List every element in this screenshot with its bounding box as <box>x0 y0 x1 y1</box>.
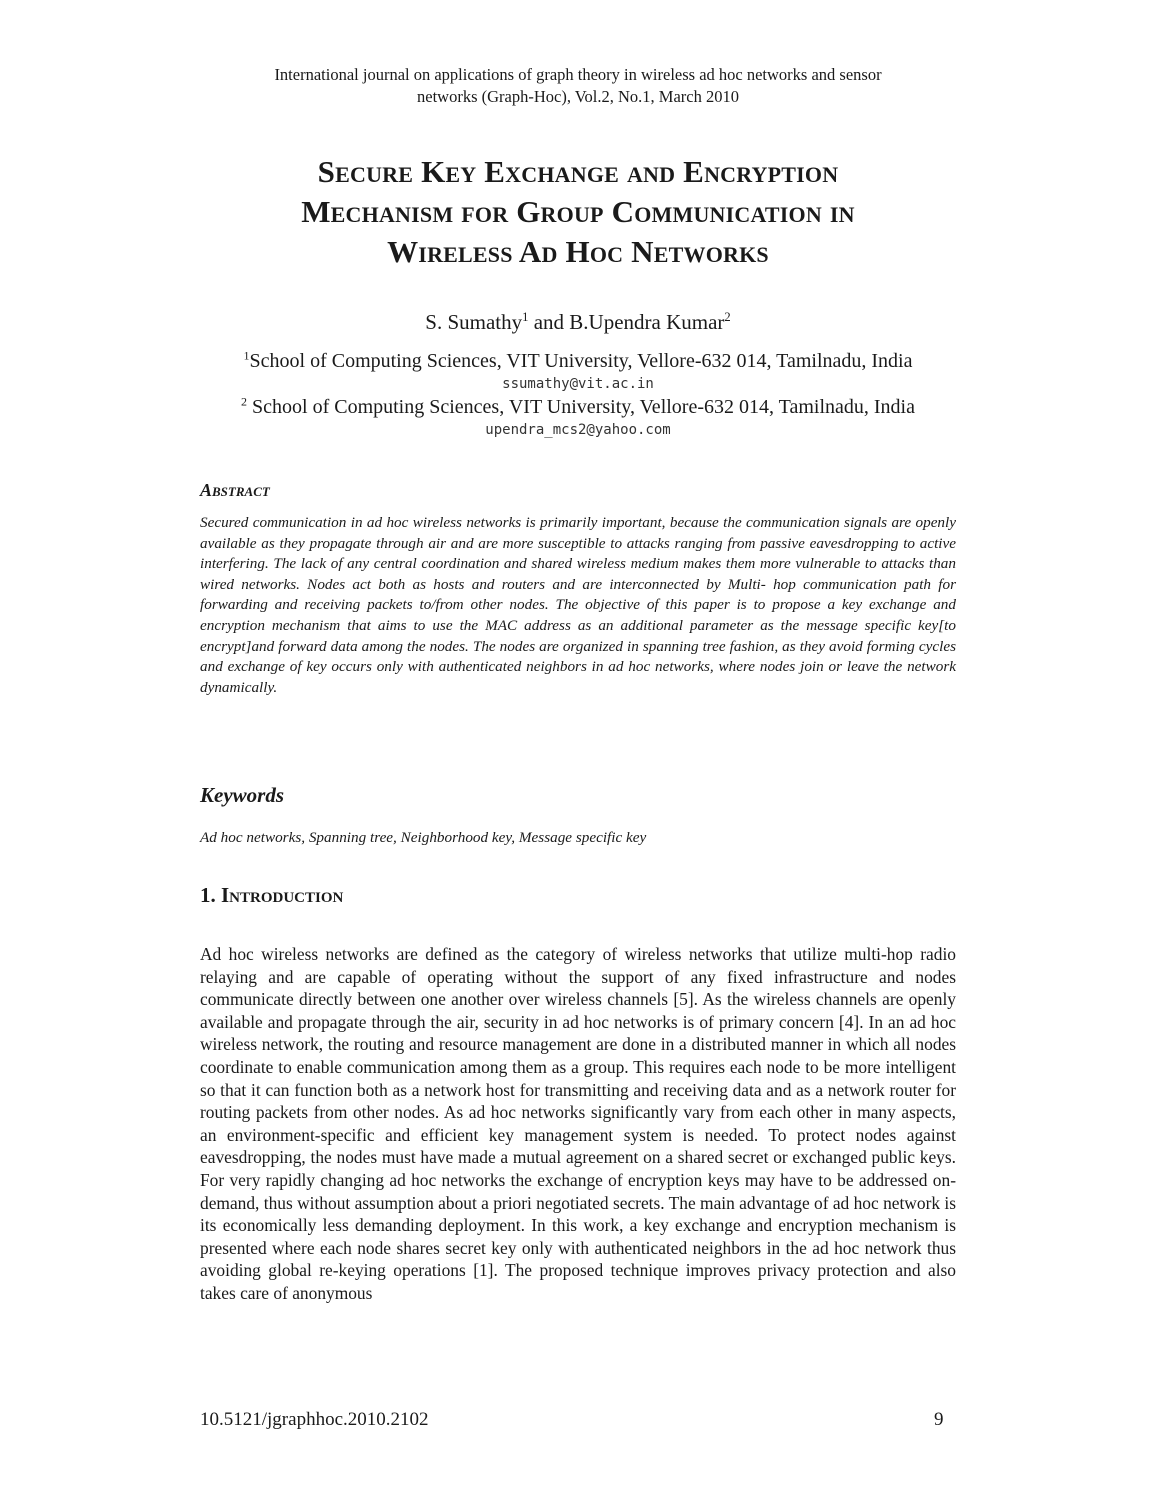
introduction-heading: 1. Introduction <box>200 883 344 907</box>
title-line-1: Secure Key Exchange and Encryption <box>317 154 839 189</box>
affiliation-2-email: upendra_mcs2@yahoo.com <box>485 422 671 438</box>
author-1-name: S. Sumathy <box>425 310 523 334</box>
title-line-2: Mechanism for Group Communication in <box>301 194 855 229</box>
title-line-3: Wireless Ad Hoc Networks <box>387 234 769 269</box>
affiliation-2-superscript: 2 <box>241 394 248 409</box>
abstract-text: Secured communication in ad hoc wireless networks is primarily important, because the communication signals are openly available as they propagate through air and are more susceptible to attacks ranging from passive eavesdropping to active interfering. The lack of any central coordination and shared wireless medium makes them more vulnerable to attacks than wired networks. Nodes act both as hosts and routers and are interconnected by Multi- hop communication path for forwarding and receiving packets to/from other nodes. The objective of this paper is to propose a key exchange and encryption mechanism that aims to use the MAC address as an additional parameter as the message specific key[to encrypt]and forward data among the nodes. The nodes are organized in spanning tree fashion, as they avoid forming cycles and exchange of key occurs only with authenticated neighbors in ad hoc networks, where nodes join or leave the network dynamically. <box>200 514 956 696</box>
author-line <box>150 310 1006 335</box>
affiliation-1-superscript: 1 <box>243 348 250 363</box>
paper-title <box>130 152 1026 272</box>
affiliation-2 <box>150 396 1006 419</box>
keywords-text: Ad hoc networks, Spanning tree, Neighborhood key, Message specific key <box>200 829 647 846</box>
affiliation-1-email: ssumathy@vit.ac.in <box>502 376 654 392</box>
abstract-heading: Abstract <box>200 480 270 500</box>
journal-header-line2: networks (Graph-Hoc), Vol.2, No.1, March 2010 <box>417 87 739 106</box>
journal-header-line1: International journal on applications of graph theory in wireless ad hoc networks and sensor <box>274 65 882 84</box>
footer-doi: 10.5121/jgraphhoc.2010.2102 <box>200 1409 429 1430</box>
page-number: 9 <box>934 1409 944 1430</box>
author-2-superscript: 2 <box>724 310 731 324</box>
affiliation-1-text: School of Computing Sciences, VIT University, Vellore-632 014, Tamilnadu, India <box>249 350 913 372</box>
affiliation-1 <box>150 350 1006 373</box>
author-2-name: B.Upendra Kumar <box>569 310 725 334</box>
keywords-heading: Keywords <box>200 783 284 807</box>
author-1-superscript: 1 <box>522 310 529 324</box>
author-conjunction: and <box>528 310 570 334</box>
journal-header <box>150 64 1006 108</box>
affiliation-2-text: School of Computing Sciences, VIT University, Vellore-632 014, Tamilnadu, India <box>247 396 915 418</box>
introduction-body: Ad hoc wireless networks are defined as the category of wireless networks that utilize multi-hop radio relaying and are capable of operating without the support of any fixed infrastructure and nodes communicate directly between one another over wireless channels [5]. As the wireless channels are openly available and propagate through the air, security in ad hoc networks is of primary concern [4]. In an ad hoc wireless network, the routing and resource management are done in a distributed manner in which all nodes coordinate to enable communication among them as a group. This requires each node to be more intelligent so that it can function both as a network host for transmitting and receiving data and as a network router for routing packets from other nodes. As ad hoc networks significantly vary from each other in many aspects, an environment-specific and efficient key management system is needed. To protect nodes against eavesdropping, the nodes must have made a mutual agreement on a shared secret or exchanged public keys. For very rapidly changing ad hoc networks the exchange of encryption keys may have to be addressed on-demand, thus without assumption about a priori negotiated secrets. The main advantage of ad hoc network is its economically less demanding deployment. In this work, a key exchange and encryption mechanism is presented where each node shares secret key only with authenticated neighbors in the ad hoc network thus avoiding global re-keying operations [1]. The proposed technique improves privacy protection and also takes care of anonymous <box>200 944 956 1303</box>
